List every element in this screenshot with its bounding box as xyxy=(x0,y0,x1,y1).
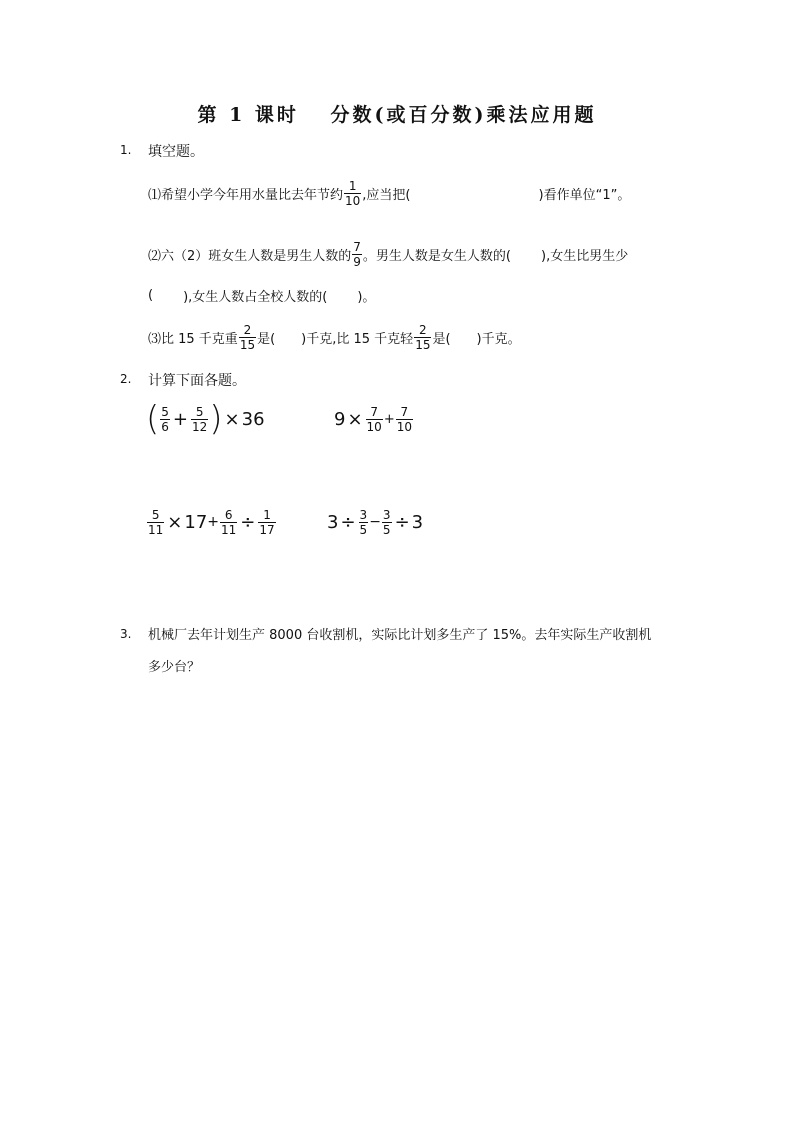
q1-p2-text-a: ⑵六（2）班女生人数是男生人数的 xyxy=(148,248,352,264)
divide-sign: ÷ xyxy=(240,511,256,533)
q1-p2-text-b: 。男生人数是女生人数的( xyxy=(362,248,511,264)
fraction: $\frac{7}{9}$ xyxy=(353,239,361,269)
times-sign: × xyxy=(347,408,363,430)
times-sign: × xyxy=(167,511,183,533)
fraction: $\frac{3}{5}$ xyxy=(382,507,391,537)
q1-p1-text-b: ,应当把( xyxy=(362,187,411,203)
q1-p3-text-b: 是( xyxy=(257,331,276,347)
plus-sign: + xyxy=(207,514,220,530)
fraction: $\frac{6}{11}$ xyxy=(221,507,237,537)
question-3-line-1: 机械厂去年计划生产 8000 台收割机，实际比计划多生产了 15%。去年实际生产收割机 xyxy=(148,628,652,643)
left-paren: ( xyxy=(146,399,160,439)
q1-p2-text-c: ),女生比男生少 xyxy=(541,248,629,264)
question-3-line-2: 多少台？ xyxy=(148,660,201,675)
fraction: $\frac{5}{6}$ xyxy=(161,404,169,434)
fraction: $\frac{7}{10}$ xyxy=(366,404,382,434)
operand: 17 xyxy=(184,511,208,533)
fraction: $\frac{2}{15}$ xyxy=(415,322,431,352)
expression-3 xyxy=(146,499,277,545)
right-paren: ) xyxy=(209,399,223,439)
expression-1 xyxy=(146,396,265,442)
fraction: $\frac{1}{10}$ xyxy=(345,178,361,208)
plus-sign: + xyxy=(172,408,188,430)
minus-sign: − xyxy=(369,514,381,530)
q1-p1-text-c: )看作单位“1”。 xyxy=(538,187,631,203)
question-2-number: 2. xyxy=(120,372,132,386)
q1-part-2-line-2 xyxy=(148,285,375,305)
q1-p2-line2-b: ),女生人数占全校人数的( xyxy=(183,289,328,305)
q1-p3-text-d: 是( xyxy=(432,331,451,347)
fraction: $\frac{2}{15}$ xyxy=(239,322,256,352)
question-3-number: 3. xyxy=(120,627,132,641)
q1-part-3 xyxy=(148,318,521,356)
operand: 36 xyxy=(241,408,265,430)
fraction: $\frac{5}{12}$ xyxy=(192,404,208,434)
page-title: 第 1 课时 分数(或百分数)乘法应用题 xyxy=(197,104,597,126)
fraction: $\frac{3}{5}$ xyxy=(359,507,368,537)
times-sign: × xyxy=(224,408,240,430)
divide-sign: ÷ xyxy=(340,511,356,533)
question-1-heading: 填空题。 xyxy=(148,144,204,160)
fraction: $\frac{1}{17}$ xyxy=(259,507,275,537)
operand: 9 xyxy=(334,408,346,430)
q1-part-1 xyxy=(148,174,630,212)
divide-sign: ÷ xyxy=(394,511,410,533)
q1-part-2 xyxy=(148,235,628,273)
q1-p3-text-e: )千克。 xyxy=(476,331,521,347)
expression-4 xyxy=(327,499,423,545)
expression-2 xyxy=(334,396,414,442)
q1-p1-text-a: ⑴希望小学今年用水量比去年节约 xyxy=(148,187,344,203)
operand: 3 xyxy=(327,511,339,533)
question-1-number: 1. xyxy=(120,143,132,157)
q1-p3-text-c: )千克,比 15 千克轻 xyxy=(301,331,414,347)
fraction: $\frac{5}{11}$ xyxy=(148,507,164,537)
question-2-heading: 计算下面各题。 xyxy=(148,373,246,389)
plus-sign: + xyxy=(383,411,395,427)
q1-p3-text-a: ⑶比 15 千克重 xyxy=(148,331,238,347)
operand: 3 xyxy=(411,511,424,533)
fraction: $\frac{7}{10}$ xyxy=(396,404,413,434)
q1-p2-line2-c: )。 xyxy=(357,289,376,305)
q1-p2-line2-a: ( xyxy=(148,287,154,303)
